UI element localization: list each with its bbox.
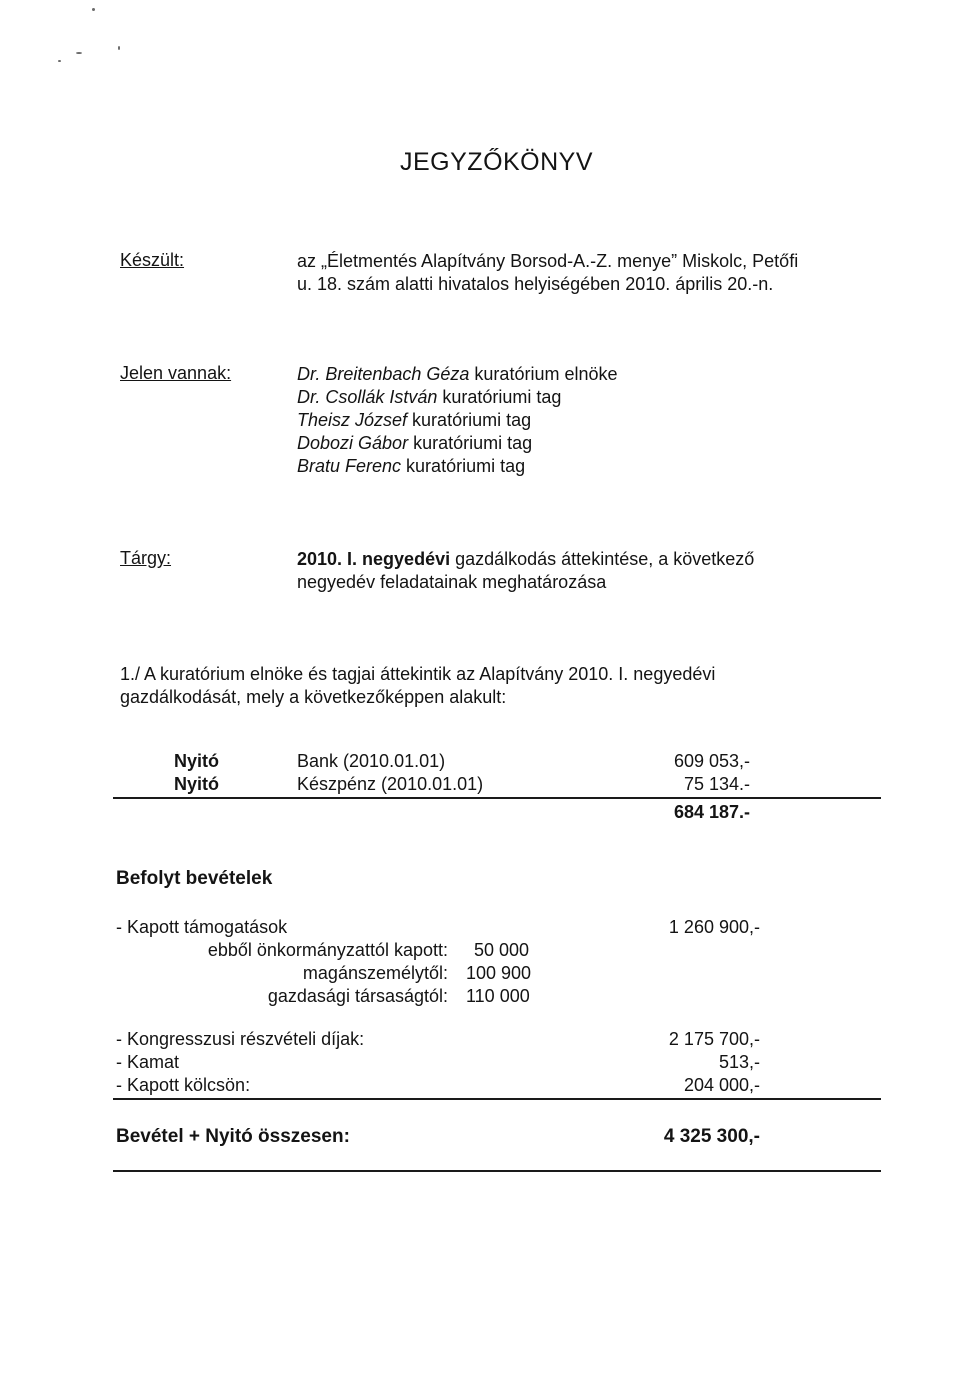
member-name: Dr. Csollák István bbox=[297, 387, 438, 407]
breakdown-value: 110 000 bbox=[466, 986, 530, 1006]
member-role: kuratóriumi tag bbox=[407, 410, 532, 430]
opening-desc: Bank (2010.01.01) bbox=[297, 751, 446, 771]
member-row bbox=[297, 386, 561, 409]
support-label: - Kapott támogatások bbox=[116, 917, 288, 937]
income-rule bbox=[113, 1098, 881, 1100]
keszult-line-1: az „Életmentés Alapítvány Borsod-A.-Z. menye” Miskolc, Petőfi bbox=[297, 251, 799, 271]
member-row bbox=[297, 455, 525, 478]
breakdown-label: gazdasági társaságtól: bbox=[267, 986, 448, 1006]
income-item-amount: 2 175 700,- bbox=[668, 1029, 760, 1049]
scan-speck bbox=[92, 8, 95, 11]
income-heading: Befolyt bevételek bbox=[116, 868, 273, 889]
opening-rule bbox=[113, 797, 881, 799]
keszult-label: Készült: bbox=[120, 250, 185, 270]
grand-total-amount: 4 325 300,- bbox=[663, 1126, 760, 1147]
opening-desc: Készpénz (2010.01.01) bbox=[297, 774, 484, 794]
scan-speck bbox=[58, 60, 61, 62]
targy-bold: 2010. I. negyedévi bbox=[297, 549, 451, 569]
breakdown-label: magánszemélytől: bbox=[302, 963, 448, 983]
bottom-rule bbox=[113, 1170, 881, 1172]
member-row bbox=[297, 363, 618, 386]
jelen-label: Jelen vannak: bbox=[120, 363, 232, 383]
income-item-label: - Kapott kölcsön: bbox=[116, 1075, 251, 1095]
intro-line-2: gazdálkodását, mely a következőképpen alakult: bbox=[120, 687, 507, 707]
targy-label: Tárgy: bbox=[120, 548, 172, 568]
member-role: kuratórium elnöke bbox=[469, 364, 618, 384]
opening-label: Nyitó bbox=[174, 751, 219, 771]
opening-amount: 609 053,- bbox=[673, 751, 750, 771]
income-item-amount: 513,- bbox=[718, 1052, 760, 1072]
member-name: Dobozi Gábor bbox=[297, 433, 409, 453]
member-role: kuratóriumi tag bbox=[401, 456, 526, 476]
opening-amount: 75 134.- bbox=[683, 774, 750, 794]
intro-line-1: 1./ A kuratórium elnöke és tagjai áttekintik az Alapítvány 2010. I. negyedévi bbox=[120, 664, 716, 684]
income-item-amount: 204 000,- bbox=[683, 1075, 760, 1095]
member-name: Bratu Ferenc bbox=[297, 456, 402, 476]
document-title: JEGYZŐKÖNYV bbox=[400, 148, 594, 176]
scan-speck bbox=[76, 52, 82, 54]
support-amount: 1 260 900,- bbox=[668, 917, 760, 937]
opening-label: Nyitó bbox=[174, 774, 219, 794]
breakdown-value: 50 000 bbox=[474, 940, 530, 960]
grand-total-label: Bevétel + Nyitó összesen: bbox=[116, 1126, 350, 1147]
member-name: Dr. Breitenbach Géza bbox=[297, 364, 470, 384]
scan-speck bbox=[118, 46, 120, 50]
member-row bbox=[297, 409, 531, 432]
targy-line-1 bbox=[297, 548, 754, 571]
breakdown-value: 100 900 bbox=[466, 963, 532, 983]
income-item-label: - Kamat bbox=[116, 1052, 180, 1072]
member-row bbox=[297, 432, 532, 455]
opening-total: 684 187.- bbox=[673, 802, 750, 822]
income-item-label: - Kongresszusi részvételi díjak: bbox=[116, 1029, 365, 1049]
targy-line-2: negyedév feladatainak meghatározása bbox=[297, 572, 607, 592]
breakdown-label: ebből önkormányzattól kapott: bbox=[207, 940, 448, 960]
member-role: kuratóriumi tag bbox=[408, 433, 533, 453]
keszult-line-2: u. 18. szám alatti hivatalos helyiségében 2010. április 20.-n. bbox=[297, 274, 774, 294]
member-name: Theisz József bbox=[297, 410, 408, 430]
member-role: kuratóriumi tag bbox=[437, 387, 562, 407]
targy-rest: gazdálkodás áttekintése, a következő bbox=[450, 549, 755, 569]
